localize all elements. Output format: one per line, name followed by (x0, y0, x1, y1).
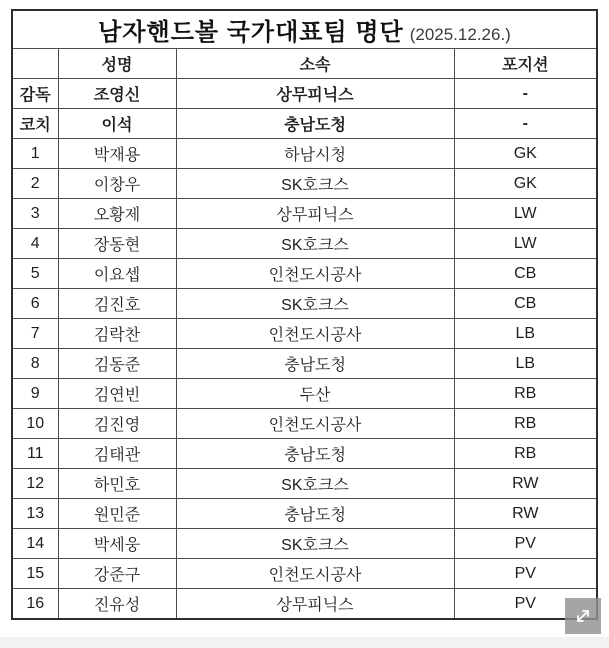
cell-name: 장동현 (58, 229, 176, 259)
cell-no: 11 (12, 439, 58, 469)
cell-name: 하민호 (58, 469, 176, 499)
cell-no: 15 (12, 559, 58, 589)
cell-position: PV (454, 559, 597, 589)
cell-name: 강준구 (58, 559, 176, 589)
cell-team: 두산 (176, 379, 454, 409)
header-row (12, 49, 597, 79)
col-header-position: 포지션 (454, 49, 597, 79)
col-header-team: 소속 (176, 49, 454, 79)
cell-position: PV (454, 529, 597, 559)
cell-name: 이요셉 (58, 259, 176, 289)
cell-role: 코치 (12, 109, 58, 139)
title-row (12, 10, 597, 49)
cell-name: 김연빈 (58, 379, 176, 409)
cell-team: 상무피닉스 (176, 199, 454, 229)
cell-team: SK호크스 (176, 169, 454, 199)
cell-team: 상무피닉스 (176, 79, 454, 109)
cell-role: 감독 (12, 79, 58, 109)
table-row (12, 349, 597, 379)
cell-position: - (454, 109, 597, 139)
cell-team: SK호크스 (176, 229, 454, 259)
staff-row-coach-head (12, 79, 597, 109)
cell-team: 인천도시공사 (176, 259, 454, 289)
cell-name: 김진영 (58, 409, 176, 439)
cell-team: SK호크스 (176, 529, 454, 559)
table-row (12, 439, 597, 469)
cell-no: 5 (12, 259, 58, 289)
cell-no: 3 (12, 199, 58, 229)
cell-name: 김동준 (58, 349, 176, 379)
cell-team: SK호크스 (176, 289, 454, 319)
cell-team: 인천도시공사 (176, 319, 454, 349)
cell-no: 7 (12, 319, 58, 349)
cell-name: 김락찬 (58, 319, 176, 349)
cell-name: 박재용 (58, 139, 176, 169)
cell-name: 이창우 (58, 169, 176, 199)
table-row (12, 379, 597, 409)
col-header-name: 성명 (58, 49, 176, 79)
cell-no: 10 (12, 409, 58, 439)
cell-team: SK호크스 (176, 469, 454, 499)
page-bottom-strip (0, 637, 609, 648)
cell-team: 상무피닉스 (176, 589, 454, 620)
cell-position: LB (454, 349, 597, 379)
cell-position: LW (454, 229, 597, 259)
table-row (12, 469, 597, 499)
cell-position: RB (454, 409, 597, 439)
cell-name: 김진호 (58, 289, 176, 319)
cell-name: 김태관 (58, 439, 176, 469)
cell-no: 8 (12, 349, 58, 379)
cell-team: 충남도청 (176, 349, 454, 379)
title-date: (2025.12.26.) (409, 25, 511, 44)
page-title: 남자핸드볼 국가대표팀 명단 (98, 19, 404, 46)
cell-name: 진유성 (58, 589, 176, 620)
cell-name: 오황제 (58, 199, 176, 229)
cell-position: RW (454, 469, 597, 499)
cell-no: 16 (12, 589, 58, 620)
table-row (12, 529, 597, 559)
table-row (12, 229, 597, 259)
cell-position: GK (454, 139, 597, 169)
table-row (12, 139, 597, 169)
cell-position: - (454, 79, 597, 109)
table-title-cell (12, 10, 597, 49)
cell-position: RB (454, 439, 597, 469)
cell-no: 4 (12, 229, 58, 259)
cell-no: 1 (12, 139, 58, 169)
cell-team: 충남도청 (176, 109, 454, 139)
col-header-blank (12, 49, 58, 79)
roster-table (11, 9, 598, 620)
cell-position: LB (454, 319, 597, 349)
table-row (12, 319, 597, 349)
cell-team: 충남도청 (176, 439, 454, 469)
table-row (12, 289, 597, 319)
cell-position: RB (454, 379, 597, 409)
cell-no: 6 (12, 289, 58, 319)
table-row (12, 559, 597, 589)
cell-team: 인천도시공사 (176, 409, 454, 439)
cell-position: PV (454, 589, 597, 620)
table-row (12, 259, 597, 289)
cell-name: 조영신 (58, 79, 176, 109)
table-row (12, 199, 597, 229)
table-row (12, 499, 597, 529)
expand-button[interactable] (565, 598, 601, 634)
table-row (12, 409, 597, 439)
cell-position: LW (454, 199, 597, 229)
cell-name: 원민준 (58, 499, 176, 529)
cell-position: RW (454, 499, 597, 529)
cell-name: 이석 (58, 109, 176, 139)
cell-team: 인천도시공사 (176, 559, 454, 589)
cell-no: 14 (12, 529, 58, 559)
cell-no: 9 (12, 379, 58, 409)
cell-no: 13 (12, 499, 58, 529)
cell-name: 박세웅 (58, 529, 176, 559)
cell-no: 12 (12, 469, 58, 499)
cell-position: CB (454, 259, 597, 289)
cell-team: 하남시청 (176, 139, 454, 169)
table-row (12, 589, 597, 620)
staff-row-coach (12, 109, 597, 139)
cell-position: GK (454, 169, 597, 199)
cell-position: CB (454, 289, 597, 319)
cell-no: 2 (12, 169, 58, 199)
resize-diagonal-icon (570, 603, 596, 629)
cell-team: 충남도청 (176, 499, 454, 529)
table-row (12, 169, 597, 199)
